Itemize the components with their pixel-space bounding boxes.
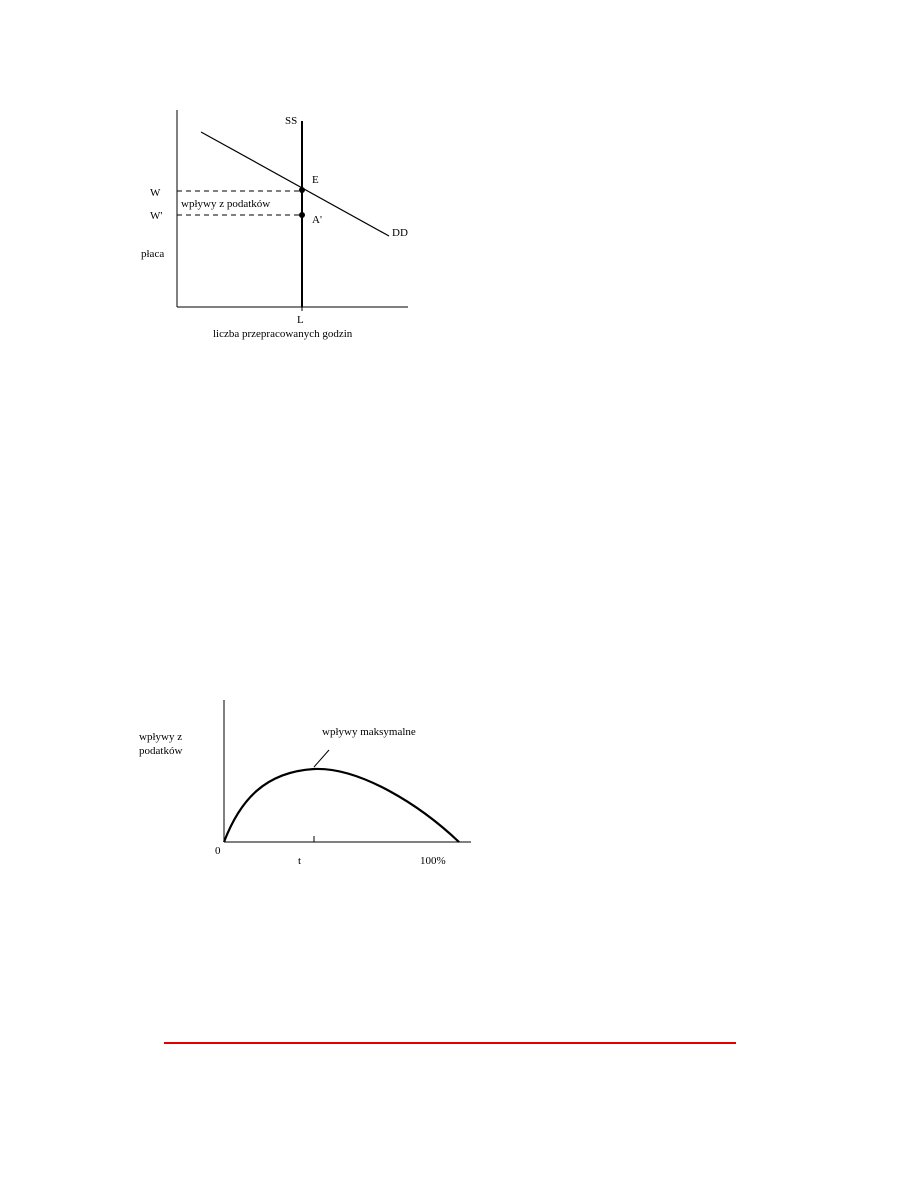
label-wage-w-prime: W': [150, 210, 163, 222]
label-100: 100%: [420, 855, 446, 867]
label-supply: SS: [285, 115, 298, 127]
label-point-a: A': [312, 214, 322, 226]
label-x-axis: liczba przepracowanych godzin: [213, 328, 353, 340]
max-pointer-line: [314, 750, 329, 767]
label-origin: 0: [215, 845, 221, 857]
label-tax-revenue: wpływy z podatków: [181, 198, 271, 210]
label-y-axis-line1: wpływy z: [139, 731, 183, 743]
footer-red-rule: [164, 1042, 736, 1044]
labor-market-diagram: [0, 0, 918, 400]
label-point-e: E: [312, 174, 319, 186]
laffer-curve-diagram: [0, 660, 918, 960]
point-a-marker: [299, 212, 305, 218]
label-demand: DD: [392, 227, 408, 239]
point-e-marker: [299, 187, 305, 193]
label-wage-w: W: [150, 187, 161, 199]
label-x-tick: L: [297, 314, 304, 326]
label-max: wpływy maksymalne: [322, 726, 416, 738]
laffer-curve: [224, 769, 459, 842]
label-t: t: [298, 855, 302, 867]
demand-curve: [201, 132, 389, 236]
label-y-axis-line2: podatków: [139, 745, 183, 757]
label-y-axis: płaca: [141, 248, 165, 260]
